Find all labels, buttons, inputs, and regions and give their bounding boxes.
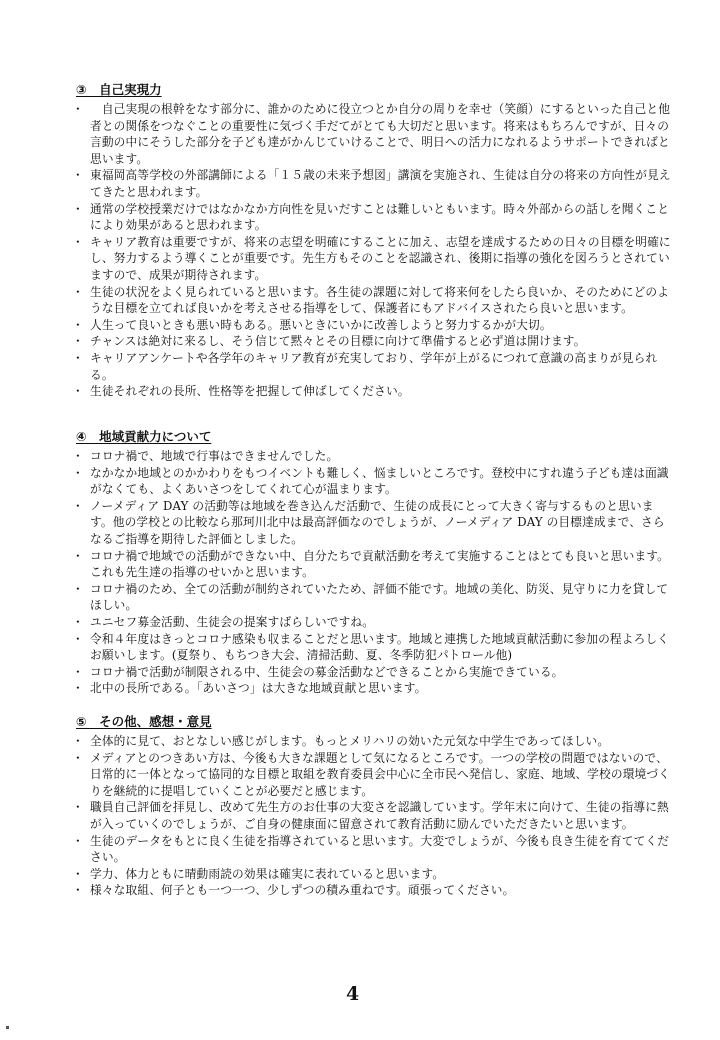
comment-item: ・ 生徒それぞれの長所、性格等を把握して伸ばしてください。 xyxy=(70,383,675,400)
comment-list xyxy=(70,733,675,899)
comment-item: ・ 北中の長所である。「あいさつ」は大きな地域貢献と思います。 xyxy=(70,680,675,697)
page-number: 4 xyxy=(346,983,360,1005)
comment-item: ・ コロナ禍で、地域で行事はできませんでした。 xyxy=(70,448,675,465)
section-other-opinions xyxy=(70,714,675,899)
comment-item: ・ コロナ禍で地域での活動ができない中、自分たちで貢献活動を考えて実施することはとても良いと思います。これも先生達の指導のせいかと思います。 xyxy=(70,548,675,581)
comment-item: ・ ノーメディア DAY の活動等は地域を巻き込んだ活動で、生徒の成長にとって大きく寄与するものと思います。他の学校との比較なら那珂川北中は最高評価なのでしょうが、ノーメディア DAY の目標達成まで、さらなるご指導を期待した評価としました。 xyxy=(70,498,675,548)
comment-list xyxy=(70,448,675,697)
comment-item: ・ コロナ禍のため、全ての活動が制約されていたため、評価不能です。地域の美化、防災、見守りに力を貸してほしい。 xyxy=(70,581,675,614)
comment-item: ・ 自己実現の根幹をなす部分に、誰かのために役立つとか自分の周りを幸せ（笑顔）にするといった自己と他者との関係をつなぐことの重要性に気づく手だてがとても大切だと思います。将来はもちろんですが、日々の言動の中にそうした部分を子ども達がかんじていけることで、明日への活力になれるようサポートできればと思います。 xyxy=(70,101,675,167)
comment-item: ・ なかなか地域とのかかわりをもつイベントも難しく、悩ましいところです。登校中にすれ違う子ども達は面識がなくても、よくあいさつをしてくれて心が温まります。 xyxy=(70,465,675,498)
comment-item: ・ 通常の学校授業だけではなかなか方向性を見いだすことは難しいともいます。時々外部からの話しを聞くことにより効果があると思われます。 xyxy=(70,201,675,234)
comment-item: ・ 生徒のデータをもとに良く生徒を指導されていると思います。大変でしょうが、今後も良き生徒を育ててください。 xyxy=(70,833,675,866)
section-self-realization xyxy=(70,82,675,400)
comment-item: ・ 東福岡高等学校の外部講師による「１５歳の未来予想図」講演を実施され、生徒は自分の将来の方向性が見えてきたと思われます。 xyxy=(70,167,675,200)
comment-item: ・ チャンスは絶対に来るし、そう信じて黙々とその目標に向けて準備すると必ず道は開けます。 xyxy=(70,333,675,350)
comment-item: ・ 全体的に見て、おとなしい感じがします。もっとメリハリの効いた元気な中学生であってほしい。 xyxy=(70,733,675,750)
section-heading: ④ 地域貢献力について xyxy=(76,429,212,444)
comment-item: ・ 人生って良いときも悪い時もある。悪いときにいかに改善しようと努力するかが大切。 xyxy=(70,317,675,334)
comment-item: ・ 学力、体力ともに晴動雨読の効果は確実に表れていると思います。 xyxy=(70,866,675,883)
section-heading: ③ 自己実現力 xyxy=(76,82,162,97)
comment-item: ・ キャリアアンケートや各学年のキャリア教育が充実しており、学年が上がるにつれて意識の高まりが見られる。 xyxy=(70,350,675,383)
section-heading: ⑤ その他、感想・意見 xyxy=(76,714,212,729)
comment-item: ・ 生徒の状況をよく見られていると思います。各生徒の課題に対して将来何をしたら良いか、そのためにどのような目標を立てれば良いかを考えさせる指導をして、保護者にもアドバイスされたら良いと思います。 xyxy=(70,284,675,317)
comment-item: ・ キャリア教育は重要ですが、将来の志望を明確にすることに加え、志望を達成するための日々の目標を明確にし、努力するよう導くことが重要です。先生方もそのことを認識され、後期に指導の強化を図ろうとされていますので、成果が期待されます。 xyxy=(70,234,675,284)
comment-item: ・ メディアとのつきあい方は、今後も大きな課題として気になるところです。一つの学校の問題ではないので、日常的に一体となって協同的な目標と取組を教育委員会中心に全市民へ発信し、家庭、地域、学校の環境づくりを継続的に提唱していくことが必要だと感じます。 xyxy=(70,750,675,800)
section-community-contribution xyxy=(70,429,675,697)
comment-item: ・ 様々な取組、何子とも一つ一つ、少しずつの積み重ねです。頑張ってください。 xyxy=(70,882,675,899)
comment-item: ・ コロナ禍で活動が制限される中、生徒会の募金活動などできることから実施できている。 xyxy=(70,664,675,681)
comment-list xyxy=(70,101,675,400)
comment-item: ・ 令和４年度はきっとコロナ感染も収まることだと思います。地域と連携した地域貢献活動に参加の程よろしくお願いします。(夏祭り、もちつき大会、清掃活動、夏、冬季防犯パトロール他) xyxy=(70,631,675,664)
scan-speck xyxy=(6,1026,9,1029)
comment-item: ・ ユニセフ募金活動、生徒会の提案すばらしいですね。 xyxy=(70,614,675,631)
comment-item: ・ 職員自己評価を拝見し、改めて先生方のお仕事の大変さを認識しています。学年末に向けて、生徒の指導に熱が入っていくのでしょうが、ご自身の健康面に留意されて教育活動に励んでいただきたいと思います。 xyxy=(70,799,675,832)
